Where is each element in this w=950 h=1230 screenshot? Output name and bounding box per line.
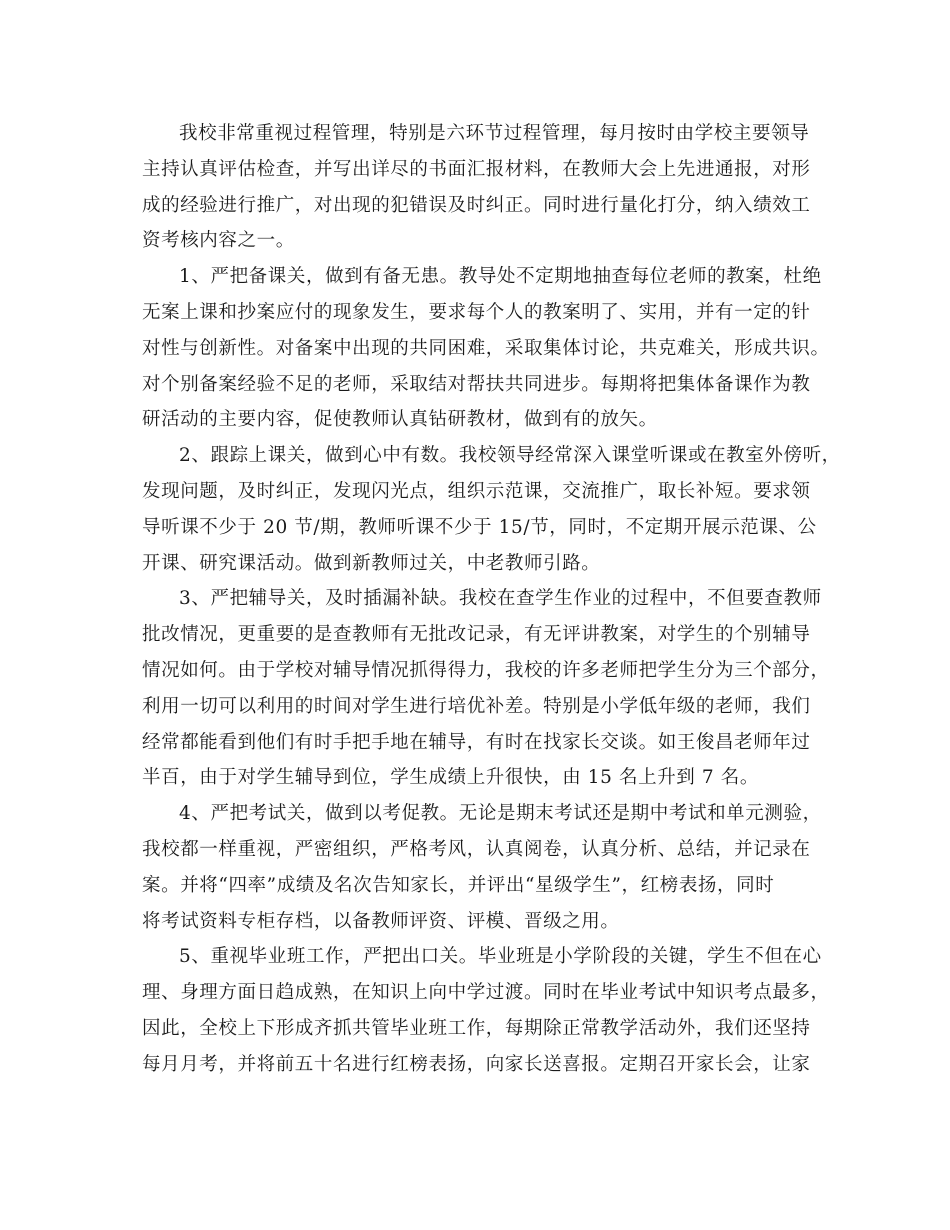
text-line: 案。并将“四率”成绩及名次告知家长，并评出“星级学生”，红榜表扬，同时 [142,874,775,896]
text-line: 开课、研究课活动。做到新教师过关，中老教师引路。 [142,552,601,574]
text-line: 批改情况，更重要的是查教师有无批改记录，有无评讲教案，对学生的个别辅导 [142,624,811,646]
text-line: 发现问题，及时纠正，发现闪光点，组织示范课，交流推广，取长补短。要求领 [142,480,811,502]
text-line: 成的经验进行推广，对出现的犯错误及时纠正。同时进行量化打分，纳入绩效工 [142,194,811,216]
text-line: 2、跟踪上课关，做到心中有数。我校领导经常深入课堂听课或在教室外傍听， [179,445,841,467]
text-line: 利用一切可以利用的时间对学生进行培优补差。特别是小学低年级的老师，我们 [142,695,811,717]
text-line: 每月月考，并将前五十名进行红榜表扬，向家长送喜报。定期召开家长会，让家 [142,1053,811,1075]
text-line: 半百，由于对学生辅导到位，学生成绩上升很快，由 15 名上升到 7 名。 [142,767,759,789]
text-line: 因此，全校上下形成齐抓共管毕业班工作，每期除正常教学活动外，我们还坚持 [142,1017,811,1039]
paragraph-lesson-preparation [142,259,830,438]
text-line: 4、严把考试关，做到以考促教。无论是期末考试还是期中考试和单元测验， [179,803,822,825]
text-line: 1、严把备课关，做到有备无患。教导处不定期地抽查每位老师的教案，杜绝 [179,266,822,288]
paragraph-tutoring [142,581,830,796]
text-line: 经常都能看到他们有时手把手地在辅导，有时在找家长交谈。如王俊昌老师年过 [142,731,811,753]
paragraph-exams [142,796,822,939]
text-line: 我校都一样重视，严密组织，严格考风，认真阅卷，认真分析、总结，并记录在 [142,838,811,860]
text-line: 理、身理方面日趋成熟，在知识上向中学过渡。同时在毕业考试中知识考点最多， [142,982,830,1004]
text-line: 3、严把辅导关，及时插漏补缺。我校在查学生作业的过程中，不但要查教师 [179,588,822,610]
text-line: 对性与创新性。对备案中出现的共同困难，采取集体讨论，共克难关，形成共识。 [142,337,830,359]
paragraph-graduating-class [142,939,830,1082]
text-line: 将考试资料专柜存档，以备教师评资、评模、晋级之用。 [142,910,620,932]
text-line: 情况如何。由于学校对辅导情况抓得得力，我校的许多老师把学生分为三个部分， [142,659,830,681]
paragraph-class-observation [142,438,841,581]
text-line: 资考核内容之一。 [142,230,295,252]
text-line: 导听课不少于 20 节/期，教师听课不少于 15/节，同时，不定期开展示范课、公 [142,516,817,538]
text-line: 主持认真评估检查，并写出详尽的书面汇报材料，在教师大会上先进通报，对形 [142,158,811,180]
text-line: 对个别备案经验不足的老师，采取结对帮扶共同进步。每期将把集体备课作为教 [142,373,811,395]
text-line: 研活动的主要内容，促使教师认真钻研教材，做到有的放矢。 [142,409,658,431]
text-line: 5、重视毕业班工作，严把出口关。毕业班是小学阶段的关键，学生不但在心 [179,946,822,968]
document-body [142,116,841,1083]
text-line: 我校非常重视过程管理，特别是六环节过程管理，每月按时由学校主要领导 [179,123,810,144]
text-line: 无案上课和抄案应付的现象发生，要求每个人的教案明了、实用，并有一定的针 [142,301,811,323]
paragraph-process-management [142,116,822,259]
